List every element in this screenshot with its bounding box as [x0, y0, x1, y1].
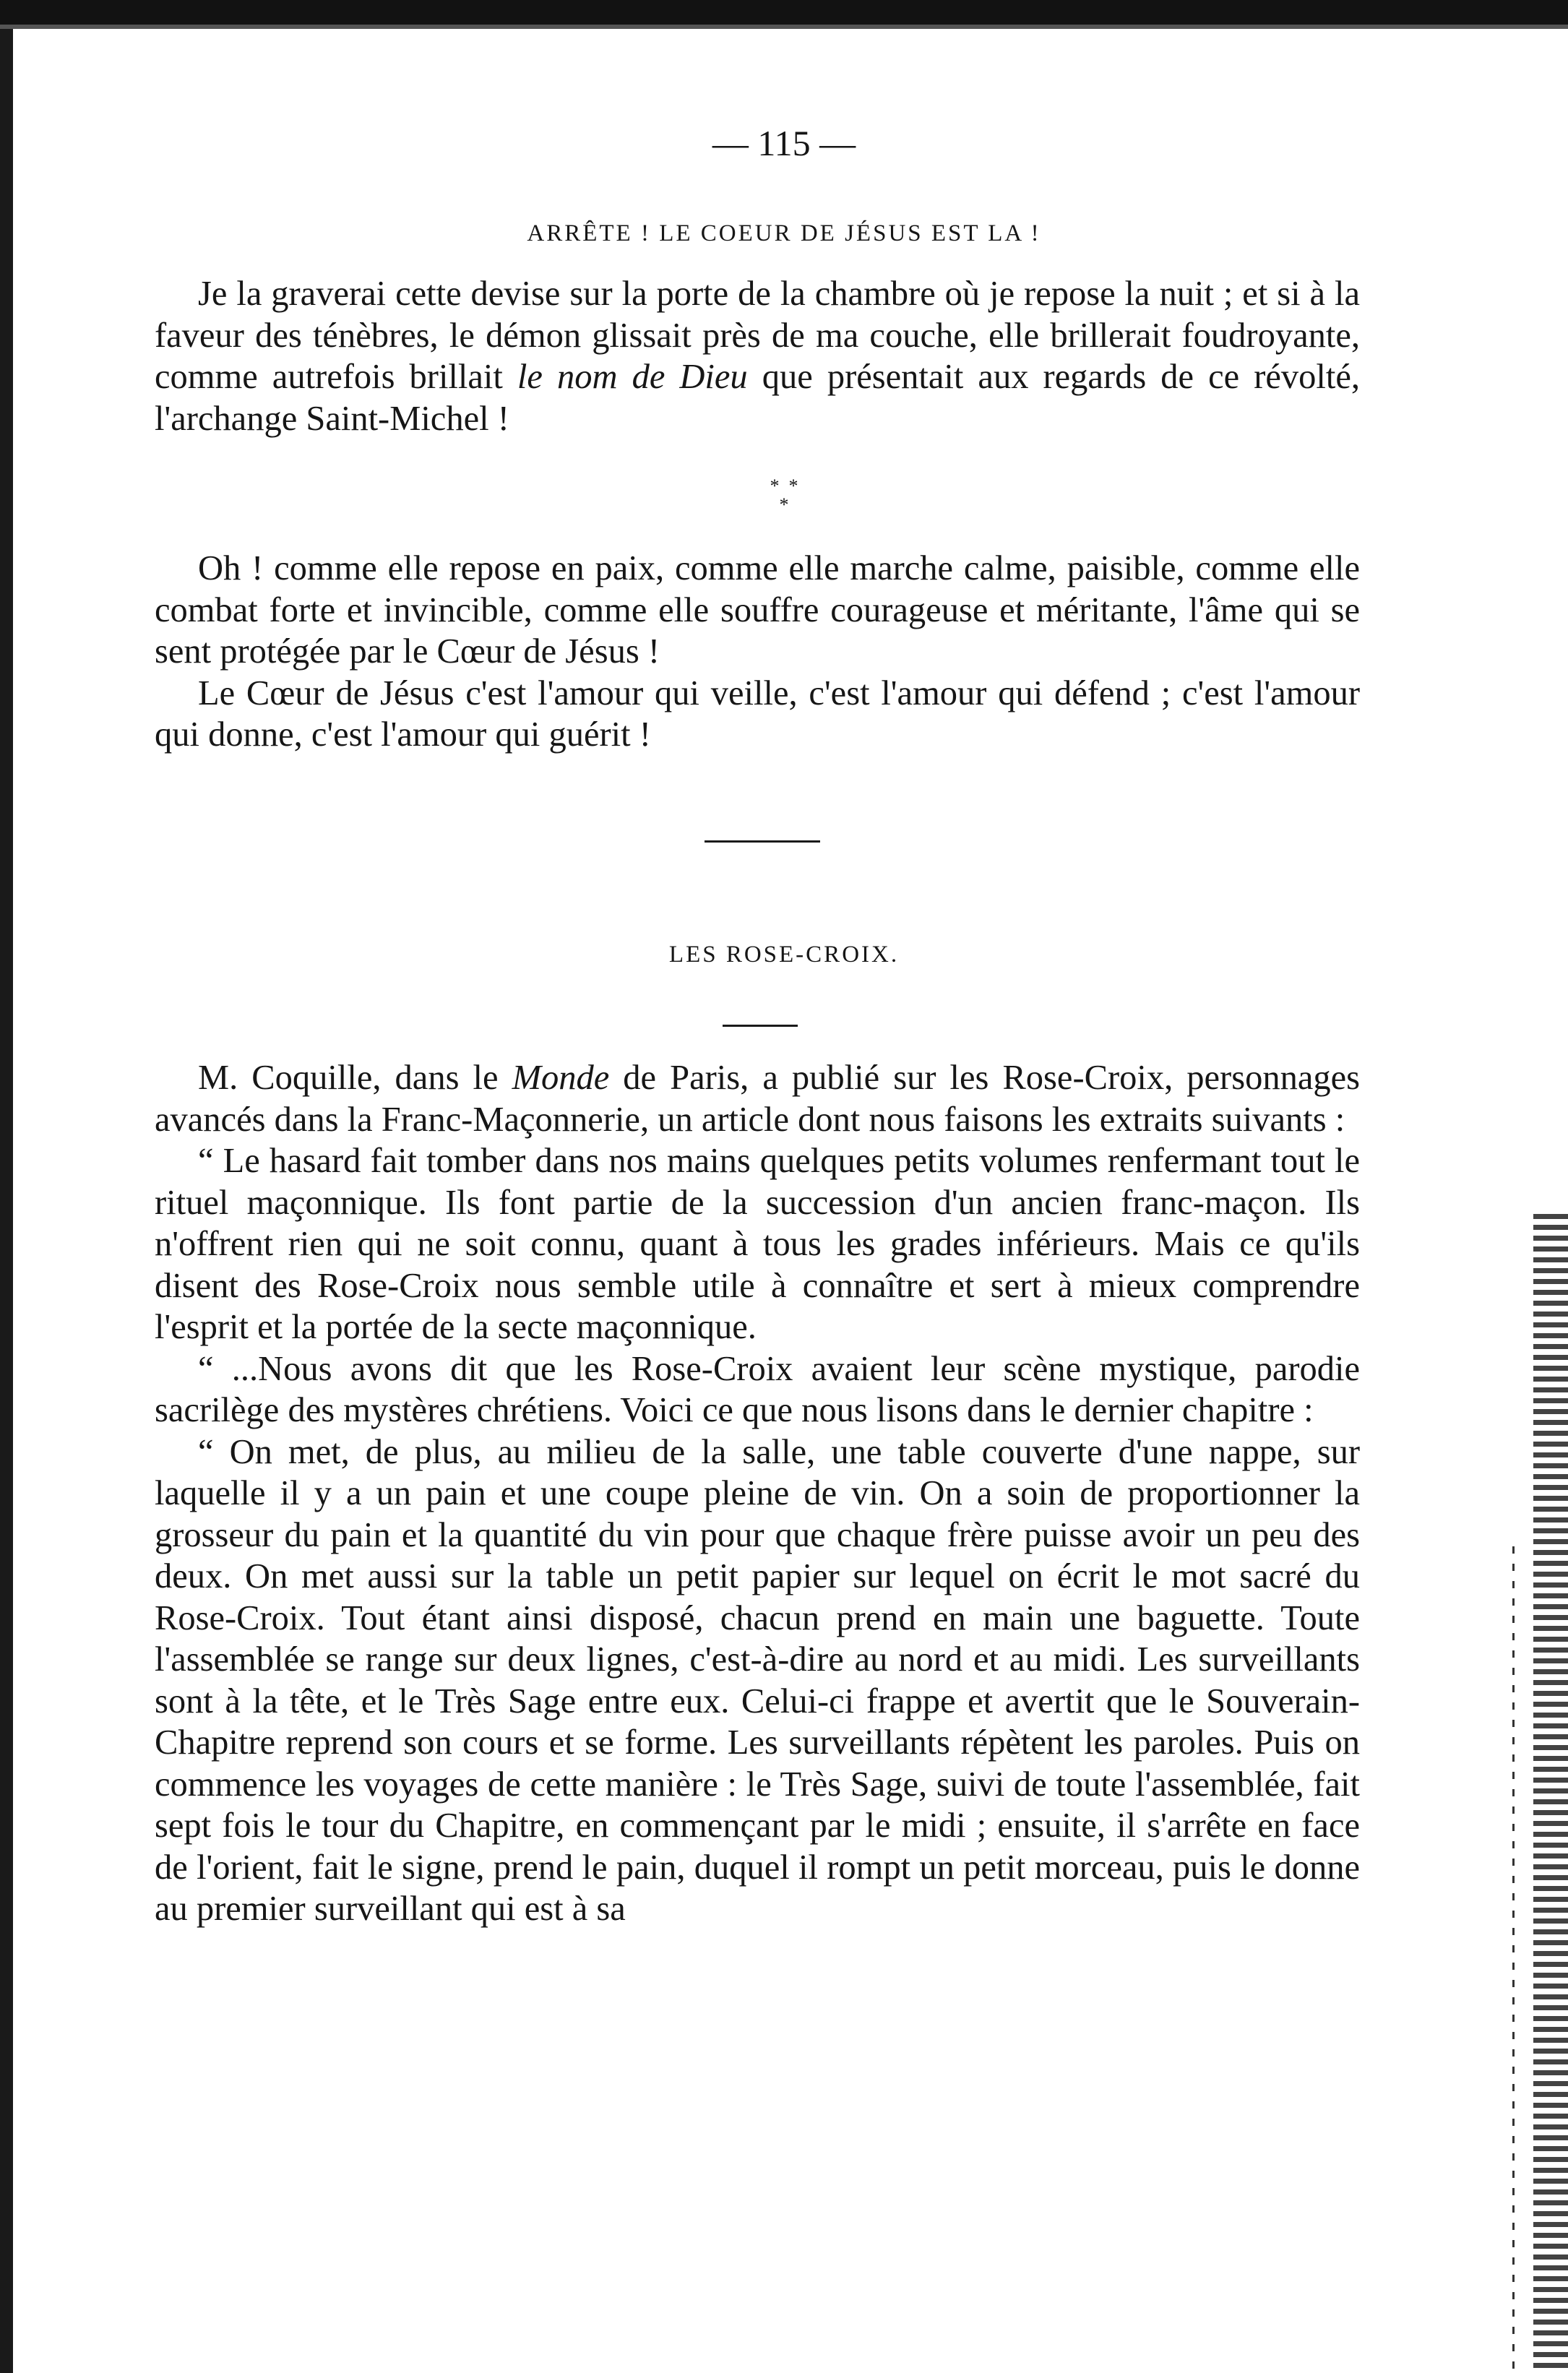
- paragraph-coeur-amour: Le Cœur de Jésus c'est l'amour qui veille, c'est l'amour qui défend ; c'est l'amour qui donne, c'est l'amour qui guérit !: [155, 673, 1360, 754]
- paragraph-hasard: “ Le hasard fait tomber dans nos mains quelques petits volumes renfermant tout le rituel maçonnique. Ils font partie de la succession d'un ancien franc-maçon. Ils n'offrent rien qui ne soit connu, quant à tous les grades inférieurs. Mais ce qu'ils disent des Rose-Croix nous semble utile à connaître et sert à mieux comprendre l'esprit et la portée de la secte maçonnique.: [155, 1142, 1360, 1346]
- top-border-rule: [0, 0, 1568, 25]
- title-underline-rule: [723, 1025, 798, 1027]
- paragraph-repose-en-paix: Oh ! comme elle repose en paix, comme elle marche calme, paisible, comme elle combat forte et invincible, comme elle souffre courageuse et méritante, l'âme qui se sent protégée par le Cœur de Jésus !: [155, 549, 1360, 671]
- paragraph-coquille-text-end: de Paris, a publié sur les Rose-Croix, personnages avancés dans la Franc-Maçonnerie, un article dont nous faisons les extraits suivants :: [155, 1059, 1360, 1139]
- paragraph-devise-text-start: Je la graverai cette devise sur la porte de la chambre où je repose la nuit ; et si à la faveur des ténèbres, le démon glissait près de ma couche, elle brillerait foudroyante, comme autrefois brillait: [155, 275, 1360, 396]
- paragraph-rituel: “ On met, de plus, au milieu de la salle, une table couverte d'une nappe, sur laquelle il y a un pain et une coupe pleine de vin. On a soin de proportionner la grosseur du pain et la quantité du vin pour que chaque frère puisse avoir un peu des deux. On met aussi sur la table un petit papier sur lequel on écrit le mot sacré du Rose-Croix. Tout étant ainsi disposé, chacun prend en main une baguette. Toute l'assemblée se range sur deux lignes, c'est-à-dire au nord et au midi. Les surveillants sont à la tête, et le Très Sage entre eux. Celui-ci frappe et avertit que le Souverain-Chapitre reprend son cours et se forme. Les surveillants répètent les paroles. Puis on commence les voyages de cette manière : le Très Sage, suivi de toute l'assemblée, fait sept fois le tour du Chapitre, en commençant par le midi ; ensuite, il s'arrête en face de l'orient, fait le signe, prend le pain, duquel il rompt un petit morceau, puis le donne au premier surveillant qui est à sa: [155, 1432, 1360, 1928]
- paragraph-devise: [155, 273, 1360, 439]
- section-divider-rule: [705, 840, 820, 843]
- section-2-text-block: [155, 1057, 1360, 1930]
- section-title-coeur-de-jesus: ARRÊTE ! LE COEUR DE JÉSUS EST LA !: [527, 220, 1041, 246]
- left-border-rule: [0, 29, 13, 2373]
- right-margin-thin-marks: [1512, 1546, 1515, 2373]
- page-number: — 115 —: [712, 123, 856, 163]
- paragraph-devise-text-end: que présentait aux regards de ce révolté, l'archange Saint-Michel !: [155, 358, 1361, 438]
- paragraph-scene-mystique: “ ...Nous avons dit que les Rose-Croix avaient leur scène mystique, parodie sacrilège des mystères chrétiens. Voici ce que nous lisons dans le dernier chapitre :: [155, 1349, 1360, 1429]
- right-margin-binding-marks: [1533, 1214, 1568, 2373]
- asterism-bottom-row: *: [779, 494, 789, 515]
- asterism-separator: [0, 477, 1568, 514]
- top-border-shadow: [0, 25, 1568, 29]
- asterism-top-row: * *: [770, 475, 798, 496]
- section-1-text-block-2: [155, 548, 1360, 756]
- paragraph-coquille: [155, 1057, 1360, 1140]
- section-title-rose-croix: LES ROSE-CROIX.: [668, 942, 900, 968]
- paragraph-coquille-text-start: M. Coquille, dans le: [198, 1059, 512, 1097]
- section-1-text-block-1: [155, 273, 1360, 439]
- paragraph-devise-italic: le nom de Dieu: [517, 358, 748, 396]
- paragraph-coquille-italic: Monde: [512, 1059, 610, 1097]
